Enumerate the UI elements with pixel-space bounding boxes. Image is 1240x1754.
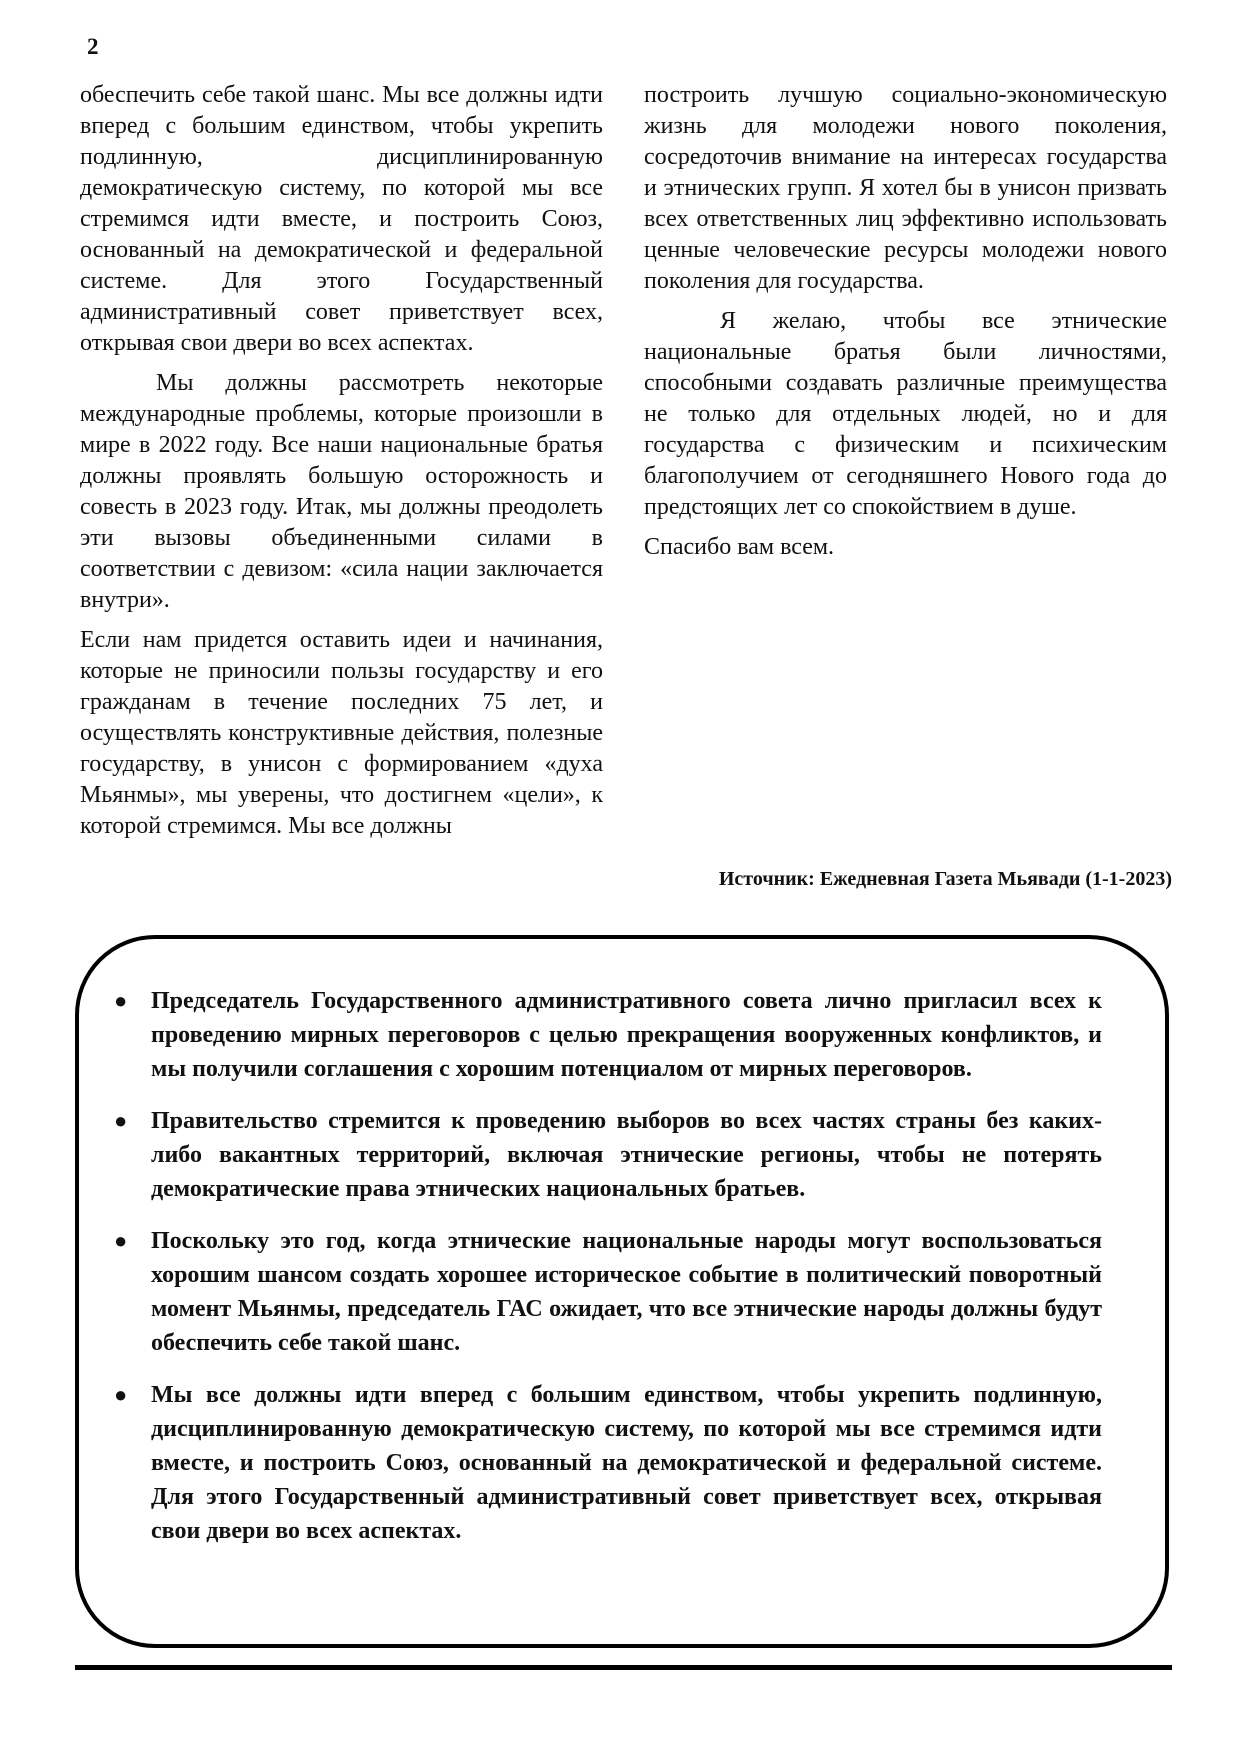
paragraph: Спасибо вам всем. xyxy=(644,534,835,560)
paragraph: обеспечить себе такой шанс. Мы все должны идти вперед с большим единством, чтобы укрепить подлинную, дисциплинированную демократическую систему, по которой мы все стремимся идти вместе, и построить Союз, основанный на демократической и федеральной системе. Для этого Государственный административный совет приветствует всех, открывая свои двери во всех аспектах. xyxy=(80,82,603,356)
bottom-divider xyxy=(75,1665,1172,1670)
summary-item xyxy=(79,984,1165,1086)
page-number: 2 xyxy=(87,34,99,59)
bullet-icon: ● xyxy=(114,1108,128,1133)
bullet-icon: ● xyxy=(114,1228,128,1253)
paragraph: Мы должны рассмотреть некоторые международные проблемы, которые произошли в мире в 2022 году. Все наши национальные братья должны проявлять большую осторожность и совесть в 2023 году. Итак, мы должны преодолеть эти вызовы объединенными силами в соответствии с девизом: «сила нации заключается внутри». xyxy=(80,370,603,613)
summary-box xyxy=(75,935,1169,1648)
paragraph: построить лучшую социально-экономическую жизнь для молодежи нового поколения, сосредоточив внимание на интересах государства и этнических групп. Я хотел бы в унисон призвать всех ответственных лиц эффективно использовать ценные человеческие ресурсы молодежи нового поколения для государства. xyxy=(644,82,1167,294)
right-column xyxy=(644,80,1167,572)
summary-item-text: Правительство стремится к проведению выборов во всех частях страны без каких-либо вакантных территорий, включая этнические регионы, чтобы не потерять демократические права этнических национальных братьев. xyxy=(151,1108,1102,1202)
paragraph: Если нам придется оставить идеи и начинания, которые не приносили пользы государству и его гражданам в течение последних 75 лет, и осуществлять конструктивные действия, полезные государству, в унисон с формированием «духа Мьянмы», мы уверены, что достигнем «цели», к которой стремимся. Мы все должны xyxy=(80,627,603,839)
source-citation: Источник: Ежедневная Газета Мьявади (1-1-2023) xyxy=(718,868,1172,890)
summary-item xyxy=(79,1378,1165,1548)
summary-item-text: Поскольку это год, когда этнические национальные народы могут воспользоваться хорошим шансом создать хорошее историческое событие в политический поворотный момент Мьянмы, председатель ГАС ожидает, что все этнические народы должны будут обеспечить себе такой шанс. xyxy=(151,1228,1102,1356)
summary-list xyxy=(79,984,1165,1566)
summary-item xyxy=(79,1224,1165,1360)
summary-item-text: Председатель Государственного административного совета лично пригласил всех к проведению мирных переговоров с целью прекращения вооруженных конфликтов, и мы получили соглашения с хорошим потенциалом от мирных переговоров. xyxy=(151,988,1102,1082)
summary-item-text: Мы все должны идти вперед с большим единством, чтобы укрепить подлинную, дисциплинированную демократическую систему, по которой мы все стремимся идти вместе, и построить Союз, основанный на демократической и федеральной системе. Для этого Государственный административный совет приветствует всех, открывая свои двери во всех аспектах. xyxy=(151,1382,1102,1544)
bullet-icon: ● xyxy=(114,1382,128,1407)
paragraph: Я желаю, чтобы все этнические национальные братья были личностями, способными создавать различные преимущества не только для отдельных людей, но и для государства с физическим и психическим благополучием от сегодняшнего Нового года до предстоящих лет со спокойствием в душе. xyxy=(644,308,1167,520)
summary-item xyxy=(79,1104,1165,1206)
bullet-icon: ● xyxy=(114,988,128,1013)
left-column xyxy=(80,80,603,851)
